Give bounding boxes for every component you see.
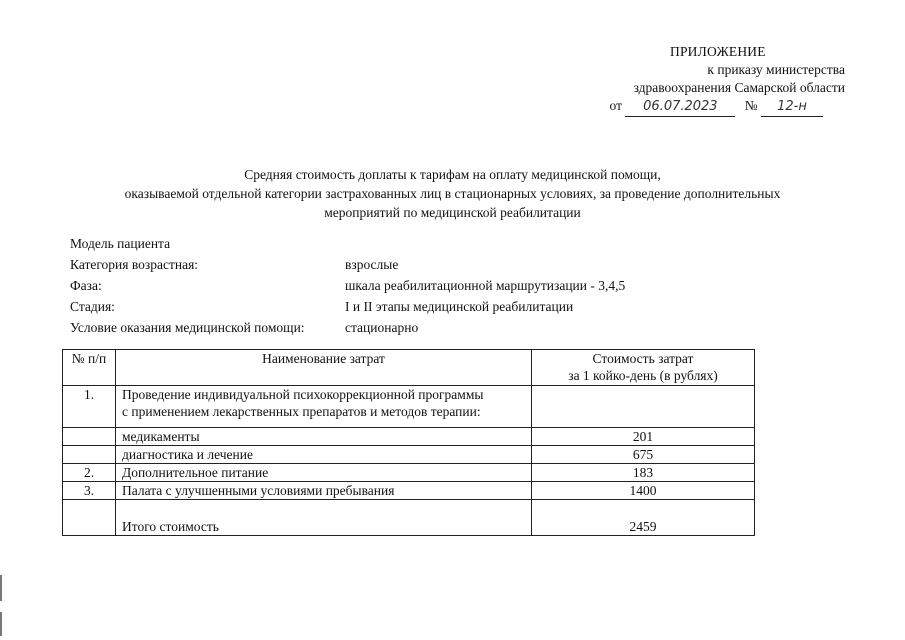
row-name: Дополнительное питание — [116, 464, 532, 482]
document-title — [0, 165, 905, 222]
patient-model — [70, 233, 625, 338]
table-row — [63, 386, 755, 428]
header-name: Наименование затрат — [116, 350, 532, 386]
row-cost: 201 — [532, 428, 755, 446]
number-prefix: № — [744, 98, 758, 113]
annex-header — [600, 43, 845, 117]
row-name — [116, 386, 532, 428]
header-cost-line-2: за 1 койко-день (в рублях) — [568, 368, 718, 383]
row-cost: 675 — [532, 446, 755, 464]
model-label: Условие оказания медицинской помощи: — [70, 320, 305, 335]
annex-date-number-line — [600, 97, 845, 117]
scan-mark — [0, 612, 2, 636]
row-num — [63, 500, 116, 536]
model-label: Стадия: — [70, 299, 115, 314]
row-num: 3. — [63, 482, 116, 500]
row-num — [63, 446, 116, 464]
annex-order-line: к приказу министерства — [707, 62, 845, 77]
model-label: Категория возрастная: — [70, 257, 199, 272]
table-row-total — [63, 500, 755, 536]
title-line-1: Средняя стоимость доплаты к тарифам на оплату медицинской помощи, — [244, 167, 661, 182]
row-name: медикаменты — [116, 428, 532, 446]
model-value: стационарно — [345, 320, 419, 335]
model-row-age — [70, 254, 625, 275]
total-label: Итого стоимость — [116, 500, 532, 536]
row-name: Палата с улучшенными условиями пребывания — [116, 482, 532, 500]
row-num: 2. — [63, 464, 116, 482]
total-cost: 2459 — [532, 500, 755, 536]
title-line-3: мероприятий по медицинской реабилитации — [324, 205, 581, 220]
row-num — [63, 428, 116, 446]
model-value: I и II этапы медицинской реабилитации — [345, 299, 574, 314]
header-num: № п/п — [63, 350, 116, 386]
table-row — [63, 482, 755, 500]
title-line-2: оказываемой отдельной категории застрахованных лиц в стационарных условиях, за проведение дополнительных — [124, 186, 781, 201]
model-value: взрослые — [345, 257, 399, 272]
date-prefix: от — [609, 98, 622, 113]
model-row-phase — [70, 275, 625, 296]
model-value: шкала реабилитационной маршрутизации - 3,4,5 — [345, 278, 626, 293]
row-name-line-1: Проведение индивидуальной психокоррекционной программы — [122, 387, 484, 402]
row-num: 1. — [63, 386, 116, 428]
table-row — [63, 446, 755, 464]
patient-model-heading: Модель пациента — [70, 236, 171, 251]
row-cost: 183 — [532, 464, 755, 482]
annex-ministry-line: здравоохранения Самарской области — [633, 80, 845, 95]
scan-mark — [0, 575, 2, 601]
annex-title: ПРИЛОЖЕНИЕ — [670, 44, 766, 59]
table-row — [63, 428, 755, 446]
model-row-stage — [70, 296, 625, 317]
model-label: Фаза: — [70, 278, 102, 293]
row-cost — [532, 386, 755, 428]
header-cost-line-1: Стоимость затрат — [592, 351, 694, 366]
order-number: 12-н — [761, 98, 823, 117]
table-header-row — [63, 350, 755, 386]
model-row-condition — [70, 317, 625, 338]
row-cost: 1400 — [532, 482, 755, 500]
table-row — [63, 464, 755, 482]
row-name: диагностика и лечение — [116, 446, 532, 464]
header-cost — [532, 350, 755, 386]
row-name-line-2: с применением лекарственных препаратов и методов терапии: — [122, 404, 481, 419]
order-date: 06.07.2023 — [625, 98, 735, 117]
cost-table — [62, 349, 755, 536]
